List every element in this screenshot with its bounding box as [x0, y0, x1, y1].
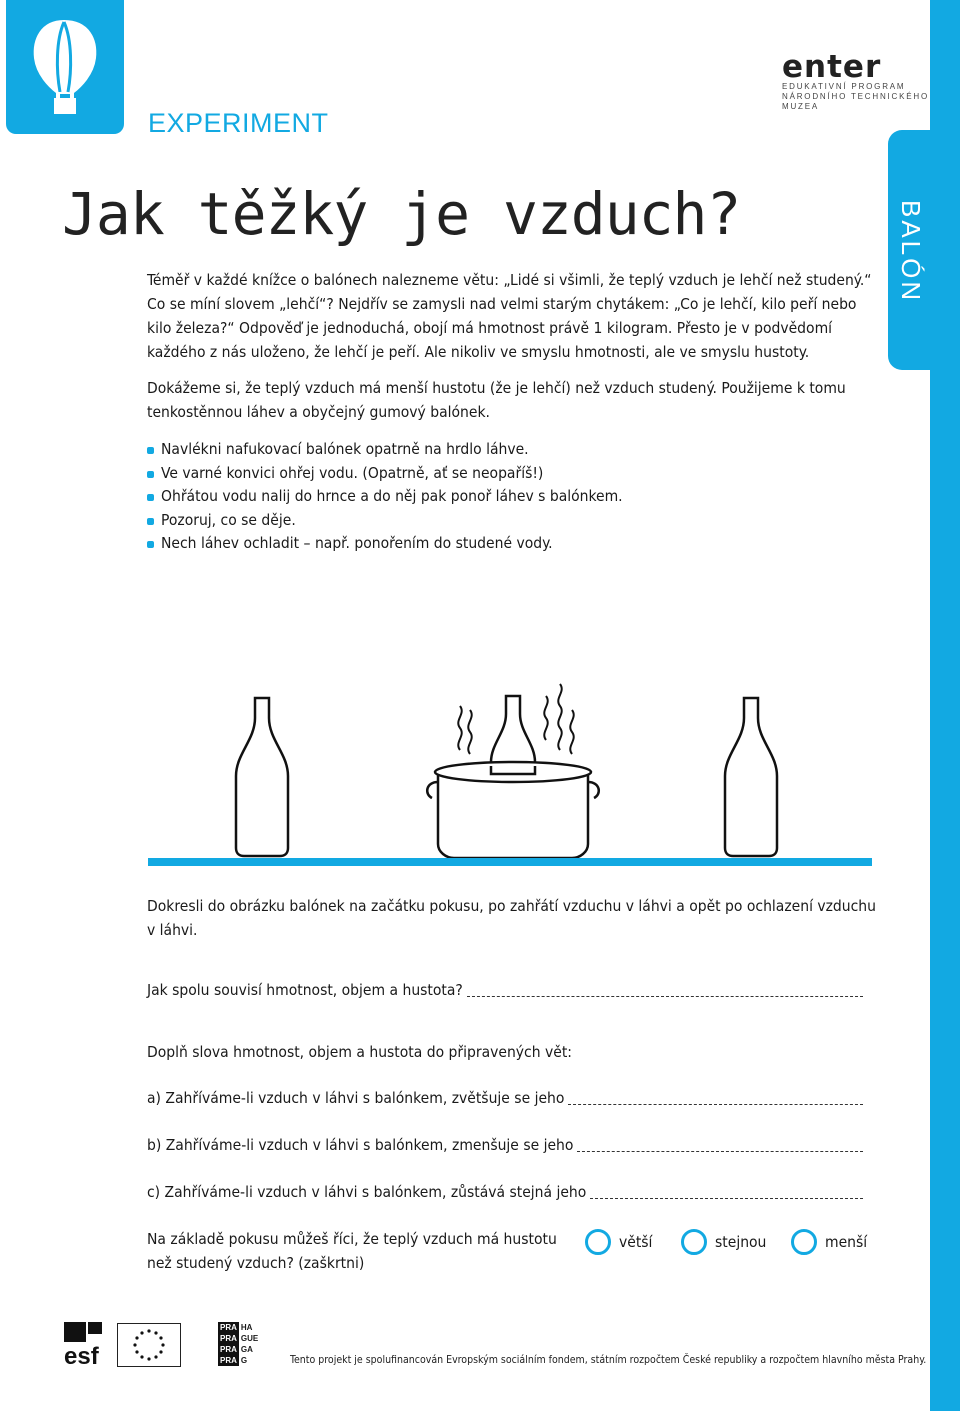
answer-line-a[interactable]: [568, 1104, 863, 1105]
prague-logo: PRA HA PRA GUE PRA GA PRA G: [220, 1323, 259, 1365]
eu-flag-logo: [117, 1323, 181, 1367]
sentence-c: c) Zahříváme-li vzduch v láhvi s balónkem, zůstává stejná jeho: [147, 1180, 863, 1204]
table-surface: [148, 858, 872, 866]
pot-icon: [438, 774, 588, 858]
checkbox-circle-icon[interactable]: [585, 1229, 611, 1255]
bullet-icon: [147, 518, 154, 525]
brand-name: enter: [782, 49, 882, 85]
bullet-icon: [147, 447, 154, 454]
answer-line-b[interactable]: [577, 1151, 863, 1152]
sentence-a: a) Zahříváme-li vzduch v láhvi s balónkem, zvětšuje se jeho: [147, 1086, 863, 1110]
bullet-icon: [147, 541, 154, 548]
fill-instruction: Doplň slova hmotnost, objem a hustota do připravených vět:: [147, 1043, 572, 1061]
intro-paragraph: Téměř v každé knížce o balónech nalezneme větu: „Lidé si všimli, že teplý vzduch je lehčí než studený.“ Co se míní slovem „lehčí“? Nejdřív se zamysli nad velmi starým chytákem: „Co je lehčí, kilo peří nebo kilo železa?“ Odpověď je jednoduchá, obojí má hmotnost právě 1 kilogram. Přesto je v podvědomí každého z nás uloženo, že lehčí je peří. Ale nikoliv ve smyslu hmotnosti, ale ve smyslu hustoty.: [147, 271, 872, 361]
intro-paragraph-2: Dokážeme si, že teplý vzduch má menší hustotu (že je lehčí) než vzduch studený. Použijeme k tomu tenkostěnnou láhev a obyčejný gumový balónek.: [147, 379, 846, 421]
logo-box: [6, 0, 124, 134]
list-item: Ve varné konvici ohřej vodu. (Opatrně, ať se neopaříš!): [147, 462, 623, 486]
esf-logo: [64, 1322, 114, 1366]
bullet-icon: [147, 471, 154, 478]
list-item: Nech láhev ochladit – např. ponořením do studené vody.: [147, 532, 623, 556]
option-stejnou[interactable]: stejnou: [681, 1229, 766, 1255]
answer-line-c[interactable]: [590, 1198, 863, 1199]
brand-subtitle-1: EDUKATIVNÍ PROGRAM: [782, 82, 906, 91]
choice-question-line-1: Na základě pokusu můžeš říci, že teplý vzduch má hustotu: [147, 1230, 557, 1248]
checkbox-circle-icon[interactable]: [791, 1229, 817, 1255]
question-1: Jak spolu souvisí hmotnost, objem a hustota?: [147, 978, 863, 1002]
sentence-b: b) Zahříváme-li vzduch v láhvi s balónkem, zmenšuje se jeho: [147, 1133, 863, 1157]
answer-line-1[interactable]: [467, 996, 863, 997]
steps-list: [147, 438, 623, 556]
section-label: EXPERIMENT: [148, 108, 329, 138]
checkbox-circle-icon[interactable]: [681, 1229, 707, 1255]
list-item: Navlékni nafukovací balónek opatrně na hrdlo láhve.: [147, 438, 623, 462]
page-title: Jak těžký je vzduch?: [62, 180, 741, 248]
list-item: Pozoruj, co se děje.: [147, 509, 623, 533]
side-label: BALÓN: [896, 200, 926, 304]
hot-air-balloon-icon: [6, 0, 124, 134]
svg-text:esf: esf: [64, 1343, 99, 1366]
eu-stars-icon: [118, 1324, 180, 1366]
density-choice: [147, 1227, 868, 1275]
bullet-icon: [147, 494, 154, 501]
brand-subtitle-2: NÁRODNÍHO TECHNICKÉHO MUZEA: [782, 92, 929, 111]
bottle-left-icon: [236, 698, 288, 856]
list-item: Ohřátou vodu nalij do hrnce a do něj pak ponoř láhev s balónkem.: [147, 485, 623, 509]
choice-question-line-2: než studený vzduch? (zaškrtni): [147, 1254, 365, 1272]
option-vetsi[interactable]: větší: [585, 1229, 652, 1255]
experiment-illustration: [140, 670, 880, 870]
option-mensi[interactable]: menší: [791, 1229, 867, 1255]
bottle-right-icon: [725, 698, 777, 856]
drawing-instruction: Dokresli do obrázku balónek na začátku pokusu, po zahřátí vzduchu v láhvi a opět po ochlazení vzduchu v láhvi.: [147, 897, 876, 939]
footer-funding-note: Tento projekt je spolufinancován Evropským sociálním fondem, státním rozpočtem České republiky a rozpočtem hlavního města Prahy.: [290, 1354, 927, 1366]
